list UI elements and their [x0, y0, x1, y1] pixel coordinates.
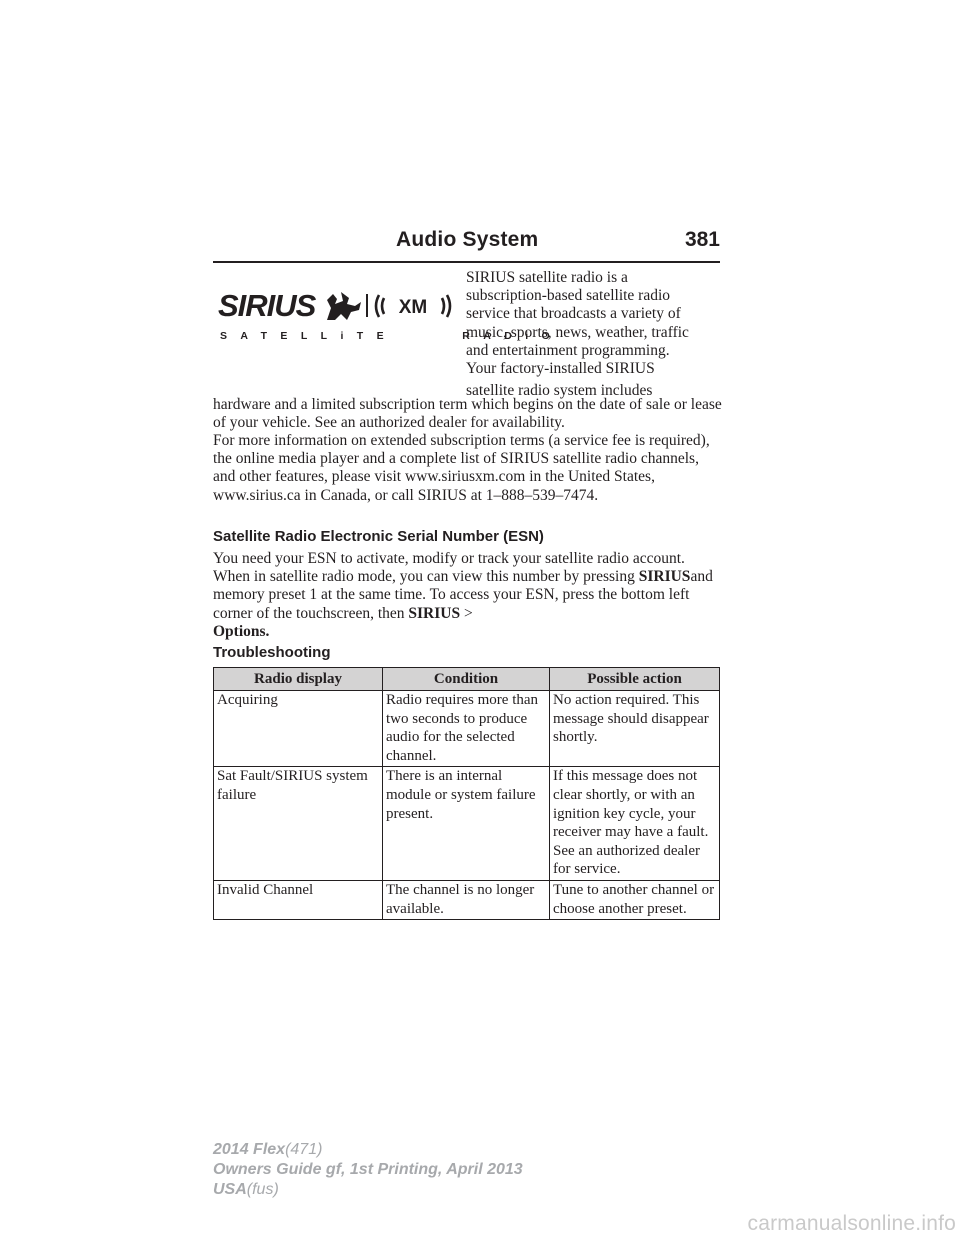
footer-market: USA [213, 1181, 247, 1198]
action-cell: If this message does not clear shortly, or with an ignition key cycle, your receiver may have a fault. See an authorized dealer for service. [550, 767, 720, 881]
esn-heading: Satellite Radio Electronic Serial Number (ESN) [213, 528, 544, 545]
intro-line: service that broadcasts a variety of [466, 305, 681, 323]
table-row [214, 880, 720, 919]
section-title: Audio System [396, 228, 539, 251]
column-header: Condition [383, 668, 550, 691]
table-row [214, 691, 720, 767]
radio-display-cell: Invalid Channel [214, 880, 383, 919]
intro-line: satellite radio system includes [466, 382, 653, 400]
page-footer [213, 1140, 523, 1200]
footer-code: (fus) [246, 1181, 279, 1198]
table-header-row [214, 668, 720, 691]
troubleshooting-heading: Troubleshooting [213, 644, 331, 661]
logo-tagline: SATELLiTE RADiO [220, 330, 564, 342]
footer-code: (471) [285, 1141, 323, 1158]
footer-line [213, 1140, 523, 1160]
intro-continuation: hardware and a limited subscription term which begins on the date of sale or lease of your vehicle. See an authorized dealer for availability. [213, 396, 722, 432]
watermark: carmanualsonline.info [747, 1212, 956, 1235]
column-header: Radio display [214, 668, 383, 691]
radio-display-cell: Sat Fault/SIRIUS system failure [214, 767, 383, 881]
footer-model: 2014 Flex [213, 1141, 286, 1158]
intro-line: subscription-based satellite radio [466, 287, 671, 305]
intro-line: and entertainment programming. [466, 341, 670, 359]
page-header [213, 228, 720, 264]
esn-text: > [460, 604, 473, 622]
action-cell: No action required. This message should disappear shortly. [550, 691, 720, 767]
sirius-wordmark: SIRIUS [218, 288, 316, 323]
xm-logo-icon [373, 292, 453, 320]
esn-text: and memory preset 1 at the same time. To access your ESN, press the bottom left corner of the touchscreen, then [213, 568, 713, 622]
intro-line: Your factory-installed SIRIUS [466, 360, 655, 378]
page-number: 381 [684, 228, 720, 251]
sirius-dog-icon [321, 290, 363, 322]
condition-cell: The channel is no longer available. [383, 880, 550, 919]
footer-line: Owners Guide gf, 1st Printing, April 2013 [213, 1161, 523, 1178]
footer-line [213, 1180, 523, 1200]
condition-cell: There is an internal module or system failure present. [383, 767, 550, 881]
troubleshooting-table [213, 667, 720, 920]
esn-bold-options: Options. [213, 622, 270, 640]
header-divider [213, 261, 720, 263]
radio-display-cell: Acquiring [214, 691, 383, 767]
esn-bold-sirius: SIRIUS [408, 604, 461, 622]
intro-line: SIRIUS satellite radio is a [466, 269, 628, 286]
table-row [214, 767, 720, 881]
intro-line: music, sports, news, weather, traffic [466, 323, 689, 341]
condition-cell: Radio requires more than two seconds to produce audio for the selected channel. [383, 691, 550, 767]
esn-bold-sirius: SIRIUS [638, 568, 691, 586]
esn-text: You need your ESN to activate, modify or track your satellite radio account. When in satellite radio mode, you can view this number by pressing [213, 550, 685, 586]
more-info-paragraph: For more information on extended subscription terms (a service fee is required), the online media player and a complete list of SIRIUS satellite radio channels, and other features, please visit www.siriusxm.com in the United States, www.sirius.ca in Canada, or call SIRIUS at 1–888–539–7474. [213, 432, 710, 504]
sirius-xm-logo [217, 288, 564, 348]
logo-separator [366, 294, 368, 317]
svg-text:XM: XM [398, 297, 428, 318]
intro-text-column [466, 269, 726, 400]
esn-paragraph [213, 550, 723, 641]
column-header: Possible action [550, 668, 720, 691]
action-cell: Tune to another channel or choose another preset. [550, 880, 720, 919]
